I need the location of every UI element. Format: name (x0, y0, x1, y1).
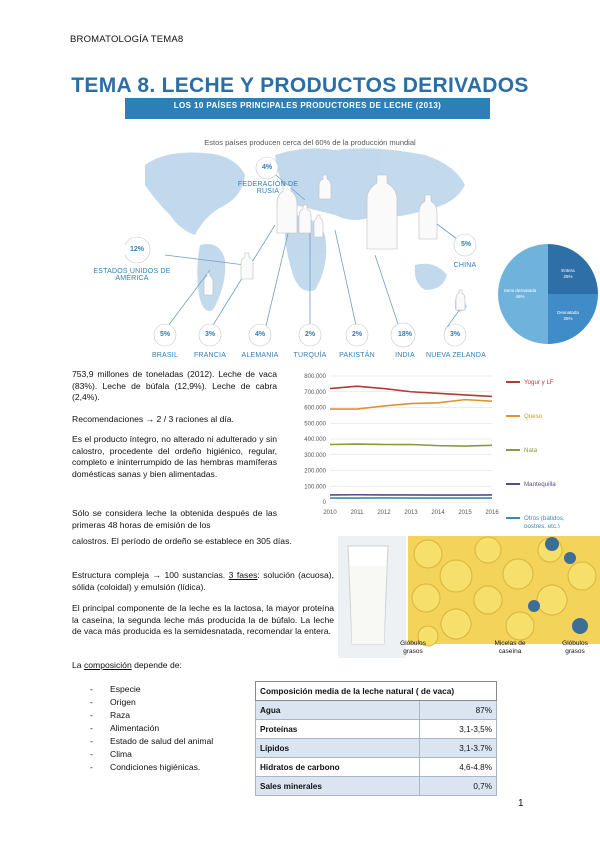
page-number: 1 (518, 798, 524, 809)
table-cell-label: Sales minerales (256, 777, 420, 796)
pct-india: 18% (397, 331, 412, 338)
pie-label-entera: Entera (561, 268, 575, 273)
pie-label-desnatada: Desnatada (557, 310, 579, 315)
infographic-subtitle: Estos países producen cerca del 60% de la producción mundial (204, 138, 416, 147)
composition-text-pre: La (72, 660, 84, 670)
table-cell-label: Lípidos (256, 739, 420, 758)
table-row (256, 739, 497, 758)
structure-text-pre: Estructura compleja → 100 sustancias. (72, 570, 229, 580)
pct-nueva-zelanda: 3% (449, 331, 461, 338)
structure-text-post: : solución (acuosa), sólida (coloidal) y emulsión (lídica). (72, 570, 335, 592)
paragraph-calostro-b: calostros. El período de ordeño se establece en 305 días. (72, 536, 292, 546)
pie-slice-desnatada (548, 294, 598, 344)
paragraph-production: 753,9 millones de toneladas (2012). Leche de vaca (83%). Leche de búfala (12,9%). Leche de cabra (2,4%). (72, 369, 277, 403)
label-pakistan: PAKISTÁN (339, 352, 375, 359)
pct-francia: 3% (204, 331, 216, 338)
label-usa: ESTADOS UNIDOS DE AMÉRICA (93, 268, 171, 282)
y-tick-label: 300.000 (304, 452, 326, 459)
table-row (256, 720, 497, 739)
list-item: - Alimentación (90, 722, 213, 735)
list-item: - Raza (90, 709, 213, 722)
list-item: - Origen (90, 696, 213, 709)
pie-pct-semi: 46% (515, 294, 525, 299)
paragraph-composition-intro (72, 660, 277, 672)
y-tick-label: 0 (322, 500, 326, 506)
label-francia: FRANCIA (193, 352, 227, 359)
composition-text-post: depende de: (131, 660, 182, 670)
x-tick-label: 2010 (323, 510, 337, 516)
dairy-line-chart (284, 368, 600, 528)
x-tick-label: 2014 (431, 510, 445, 516)
legend-entry: Yogur y LF (524, 379, 554, 386)
composition-word: composición (83, 660, 132, 670)
y-tick-label: 600.000 (304, 405, 326, 412)
pie-pct-entera: 25% (563, 274, 573, 279)
composition-factors-list (90, 683, 213, 774)
table-title: Composición media de la leche natural ( de vaca) (256, 682, 497, 701)
paragraph-definition: Es el producto íntegro, no alterado ni adulterado y sin calostro, procedente del ordeño higiénico, regular, completo e ininterrumpido de las hembras mamíferas domésticas sanas y bien alimentadas. (72, 434, 277, 479)
label-russia: FEDERACIÓN DE RUSIA (237, 181, 299, 195)
pct-pakistan: 2% (351, 331, 363, 338)
x-tick-label: 2011 (350, 510, 364, 516)
x-tick-label: 2016 (485, 510, 499, 516)
table-cell-label: Hidratos de carbono (256, 758, 420, 777)
list-item: - Clima (90, 748, 213, 761)
paragraph-recommendations: Recomendaciones → 2 / 3 raciones al día. (72, 414, 234, 424)
label-china: CHINA (453, 262, 477, 269)
table-cell-value: 87% (419, 701, 496, 720)
legend-entry: Queso (524, 413, 543, 420)
label-turquia: TURQUÍA (293, 352, 327, 359)
x-tick-label: 2015 (458, 510, 472, 516)
table-row (256, 777, 497, 796)
page-title: TEMA 8. LECHE Y PRODUCTOS DERIVADOS (71, 74, 529, 97)
y-tick-label: 800.000 (304, 374, 326, 380)
milk-label-globules-2: Glóbulos grasos (562, 640, 588, 655)
series-line (330, 444, 492, 446)
infographic-banner-text: LOS 10 PAÍSES PRINCIPALES PRODUCTORES DE LECHE (2013) (173, 101, 442, 110)
legend-entry: Mantequilla (524, 481, 556, 488)
label-nueva-zelanda: NUEVA ZELANDA (425, 352, 487, 359)
running-header: BROMATOLOGÍA TEMA8 (70, 34, 184, 45)
composition-table (255, 681, 497, 796)
table-row (256, 758, 497, 777)
pct-alemania: 4% (254, 331, 266, 338)
pie-label-semi: Semi desnatada (503, 288, 537, 293)
x-tick-label: 2013 (404, 510, 418, 516)
table-cell-label: Proteínas (256, 720, 420, 739)
y-tick-label: 100.000 (304, 484, 326, 491)
table-cell-value: 4,6-4.8% (419, 758, 496, 777)
y-tick-label: 500.000 (304, 421, 326, 428)
table-cell-label: Agua (256, 701, 420, 720)
milk-label-micelles: Micelas de caseína (494, 640, 526, 655)
label-brasil: BRASIL (151, 352, 179, 359)
pct-usa: 12% (129, 246, 144, 253)
legend-entry: Nata (524, 447, 538, 454)
label-india: INDIA (395, 352, 415, 359)
pct-china: 5% (460, 241, 472, 248)
milk-type-pie-chart (496, 242, 600, 346)
series-line (330, 386, 492, 396)
table-cell-value: 3,1-3,5% (419, 720, 496, 739)
structure-phases: 3 fases (228, 570, 258, 580)
table-cell-value: 3,1-3.7% (419, 739, 496, 758)
pct-russia: 4% (261, 164, 273, 171)
pct-brasil: 5% (159, 331, 171, 338)
milk-label-globules-1: Glóbulos grasos (400, 640, 426, 655)
y-tick-label: 200.000 (304, 468, 326, 475)
paragraph-components: El principal componente de la leche es la lactosa, la mayor proteína la caseína, la segunda leche más producida la de búfalo. La leche de vaca más producida es la semidesnatada, recomendar la entera. (72, 603, 334, 637)
pct-turquia: 2% (304, 331, 316, 338)
paragraph-structure (72, 570, 334, 593)
legend-entry: Otros (batidos, postres, etc.) (524, 515, 565, 528)
pie-pct-desnatada: 25% (563, 316, 573, 321)
table-row (256, 701, 497, 720)
label-alemania: ALEMANIA (241, 352, 279, 359)
x-tick-label: 2012 (377, 510, 391, 516)
paragraph-calostro-a: Sólo se considera leche la obtenida después de las primeras 48 horas de emisión de los (72, 508, 277, 530)
world-map-infographic (125, 95, 490, 365)
y-tick-label: 700.000 (304, 389, 326, 396)
list-item: - Especie (90, 683, 213, 696)
list-item: - Estado de salud del animal (90, 735, 213, 748)
list-item: - Condiciones higiénicas. (90, 761, 213, 774)
y-tick-label: 400.000 (304, 437, 326, 443)
table-cell-value: 0,7% (419, 777, 496, 796)
